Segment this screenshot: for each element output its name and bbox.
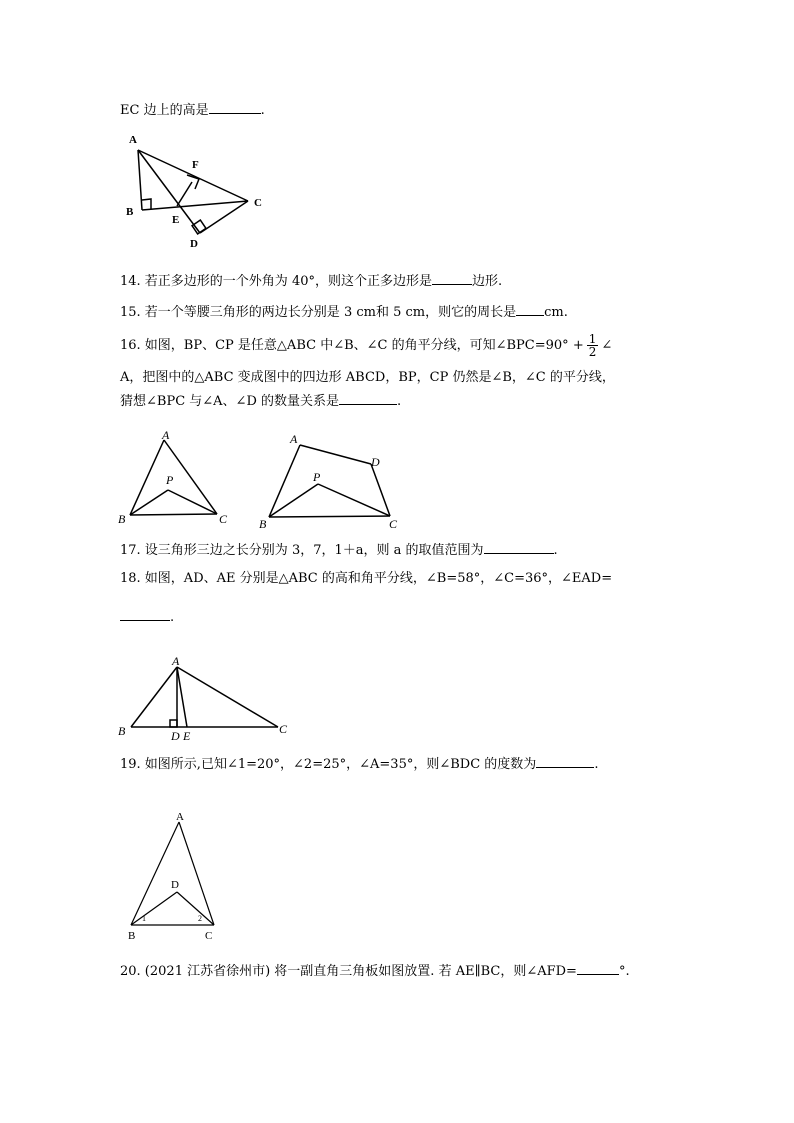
label-B: B — [118, 512, 126, 526]
answer-blank[interactable] — [484, 541, 554, 554]
label-F: F — [192, 159, 199, 171]
label-A: A — [129, 134, 137, 146]
label-B: B — [128, 930, 136, 942]
answer-blank[interactable] — [536, 755, 594, 768]
question-15-text: 15. 若一个等腰三角形的两边长分别是 3 cm和 5 cm，则它的周长是 — [120, 305, 517, 320]
question-17 — [120, 541, 558, 559]
figure-q18 — [115, 652, 300, 746]
period: . — [397, 394, 402, 409]
label-A: A — [172, 654, 180, 668]
angle-1-label: 1 — [142, 914, 146, 923]
question-20-text: 20. (2021 江苏省徐州市) 将一副直角三角板如图放置. 若 AE∥BC，则∠AFD= — [120, 964, 577, 979]
triangle-interior-point-diagram — [122, 806, 227, 946]
question-16-text-tail: ∠ — [601, 338, 613, 353]
question-17-text: 17. 设三角形三边之长分别为 3，7，1＋a，则 a 的取值范围为 — [120, 543, 484, 558]
answer-blank[interactable] — [516, 303, 544, 316]
quadrilateral-bisector-diagram — [255, 428, 415, 533]
q13-tail-line — [120, 101, 265, 119]
q13-tail-text: EC 边上的高是 — [120, 103, 209, 118]
angle-2-label: 2 — [198, 914, 202, 923]
label-C: C — [389, 517, 398, 531]
answer-blank[interactable] — [432, 272, 472, 285]
label-E: E — [183, 729, 191, 742]
question-14-end: 边形. — [471, 274, 503, 289]
answer-blank[interactable] — [339, 392, 397, 405]
label-C: C — [279, 722, 288, 736]
question-19-text: 19. 如图所示,已知∠1=20°，∠2=25°，∠A=35°，则∠BDC 的度数为 — [120, 757, 537, 772]
label-P: P — [166, 473, 174, 487]
period: . — [170, 610, 175, 625]
question-14-text: 14. 若正多边形的一个外角为 40°，则这个正多边形是 — [120, 274, 432, 289]
label-A: A — [176, 811, 184, 823]
label-B: B — [259, 517, 267, 531]
label-A: A — [162, 428, 170, 442]
answer-blank[interactable] — [120, 608, 170, 621]
triangle-bisector-diagram — [115, 425, 240, 530]
question-15-end: cm. — [544, 305, 568, 320]
label-E: E — [172, 214, 180, 226]
question-19 — [120, 755, 598, 773]
period: . — [553, 543, 558, 558]
label-D: D — [171, 879, 179, 891]
figure-q13 — [120, 128, 270, 257]
fraction-denominator: 2 — [588, 345, 597, 359]
period: . — [594, 757, 599, 772]
period: . — [260, 103, 265, 118]
label-D: D — [171, 729, 180, 742]
triangle-altitude-bisector-diagram — [115, 652, 300, 742]
question-16-line3 — [120, 392, 401, 410]
question-18-answer — [120, 608, 174, 626]
label-B: B — [126, 206, 134, 218]
question-16-text-c: 猜想∠BPC 与∠A、∠D 的数量关系是 — [120, 394, 340, 409]
figure-q16-triangle — [115, 425, 240, 534]
label-P: P — [313, 470, 321, 484]
fraction-numerator: 1 — [588, 332, 597, 346]
question-16-text-b: A，把图中的△ABC 变成图中的四边形 ABCD，BP，CP 仍然是∠B，∠C 的平分线， — [120, 370, 615, 385]
figure-q16-quadrilateral — [255, 428, 415, 537]
question-16-line2 — [120, 370, 615, 386]
question-15 — [120, 303, 568, 321]
figure-q19 — [122, 806, 227, 950]
answer-blank[interactable] — [209, 101, 261, 114]
question-14 — [120, 272, 502, 290]
question-20 — [120, 962, 630, 980]
question-18 — [120, 571, 612, 587]
label-D: D — [190, 238, 198, 250]
triangle-heights-diagram — [120, 128, 270, 253]
label-C: C — [219, 512, 228, 526]
question-16-line1 — [120, 333, 612, 358]
label-A: A — [290, 432, 298, 446]
question-18-text: 18. 如图，AD、AE 分别是△ABC 的高和角平分线，∠B=58°，∠C=36°，∠EAD= — [120, 571, 613, 586]
label-D: D — [371, 455, 380, 469]
question-16-text-a: 16. 如图，BP、CP 是任意△ABC 中∠B、∠C 的角平分线，可知∠BPC=90° + — [120, 338, 584, 353]
answer-blank[interactable] — [577, 962, 619, 975]
label-C: C — [205, 930, 213, 942]
fraction-one-half — [587, 333, 599, 358]
label-B: B — [118, 724, 126, 738]
question-20-end: °. — [618, 964, 630, 979]
label-C: C — [254, 197, 262, 209]
